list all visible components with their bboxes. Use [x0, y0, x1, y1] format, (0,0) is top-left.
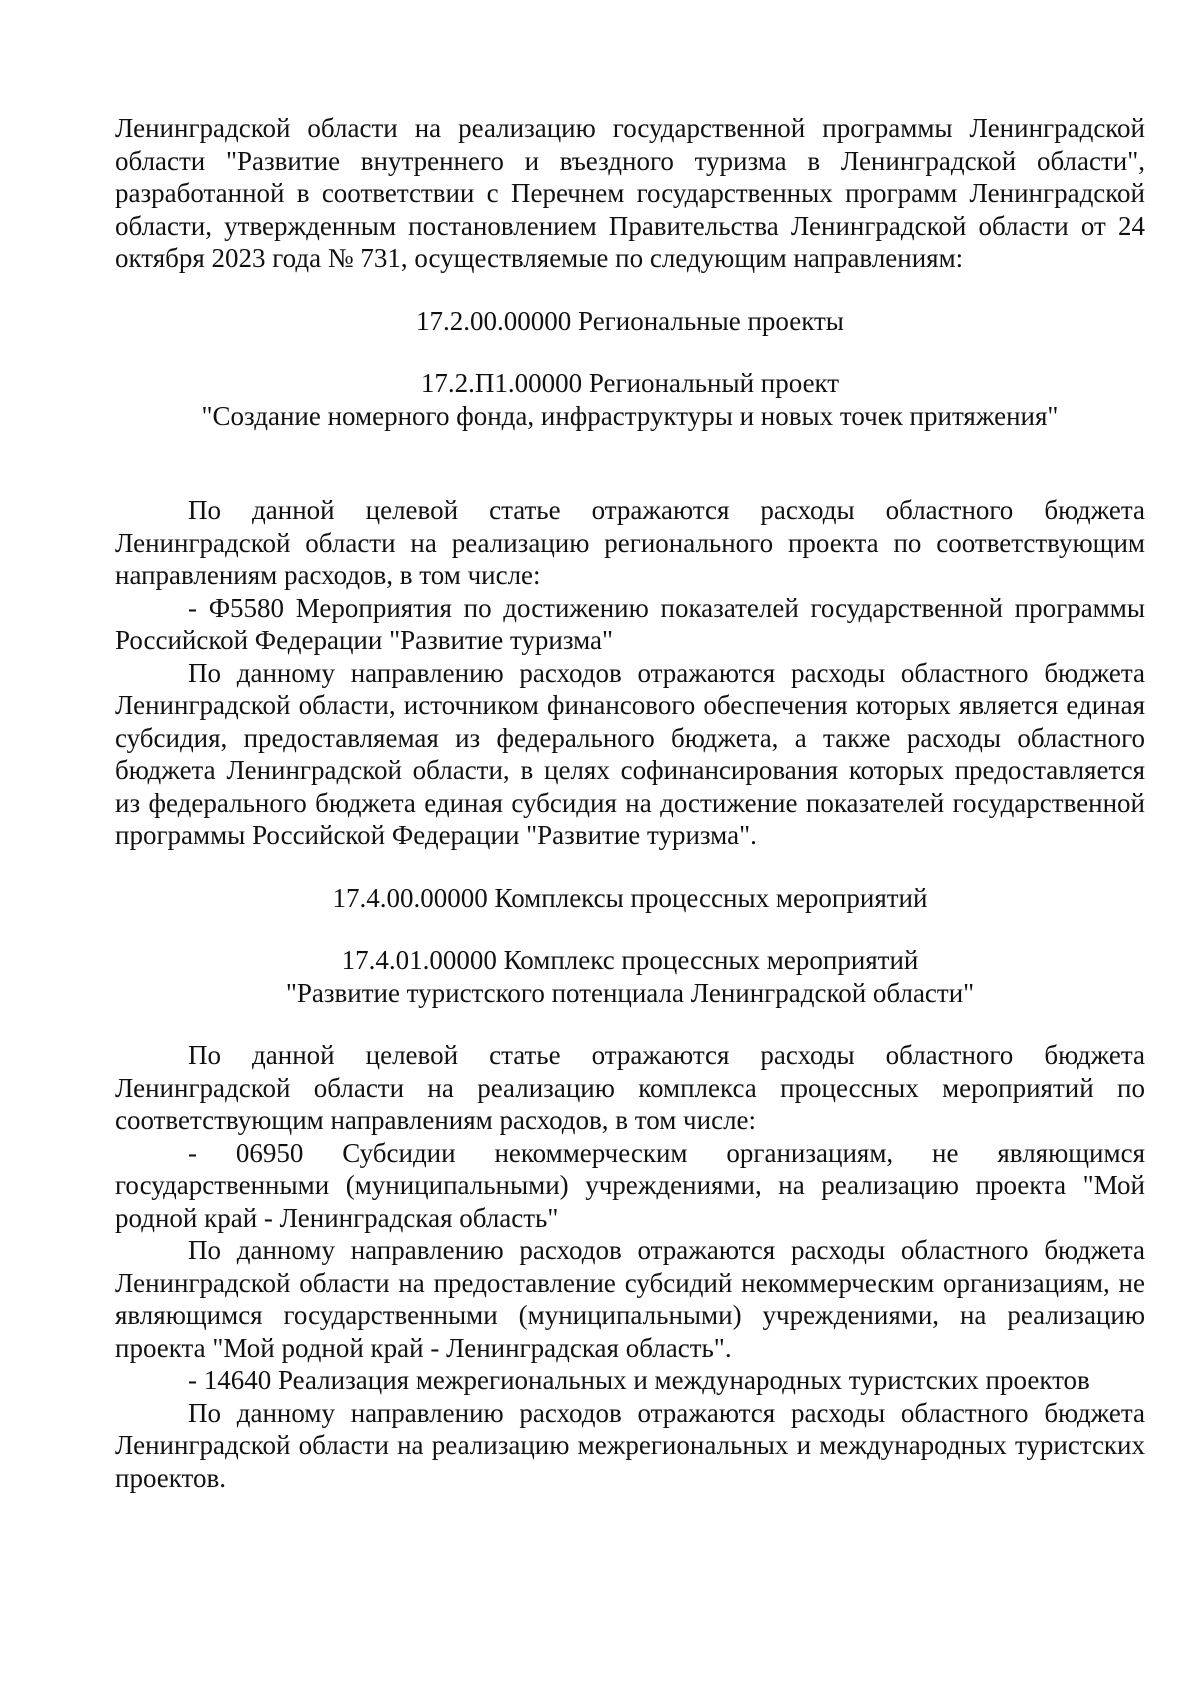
expense-item-06950-description: По данному направлению расходов отражаются расходы областного бюджета Ленинградской области на предоставление субсидий некоммерческим организациям, не являющимся государственными (муниципальными) учреждениями, на реализацию проекта "Мой родной край - Ленинградская область". [115, 1235, 1145, 1363]
expense-item-f5580-description: По данному направлению расходов отражаются расходы областного бюджета Ленинградской области, источником финансового обеспечения которых является единая субсидия, предоставляемая из федерального бюджета, а также расходы областного бюджета Ленинградской области, в целях софинансирования которых предоставляется из федерального бюджета единая субсидия на достижение показателей государственной программы Российской Федерации "Развитие туризма". [115, 657, 1145, 850]
regional-project-paragraph: По данной целевой статье отражаются расходы областного бюджета Ленинградской области на реализацию регионального проекта по соответствующим направлениям расходов, в том числе: [115, 495, 1145, 590]
regional-project-heading [115, 367, 1145, 432]
intro-paragraph: Ленинградской области на реализацию государственной программы Ленинградской области "Развитие внутреннего и въездного туризма в Ленинградской области", разработанной в соответствии с Перечнем государственных программ Ленинградской области, утвержденным постановлением Правительства Ленинградской области от 24 октября 2023 года № 731, осуществляемые по следующим направлениям: [115, 113, 1145, 273]
expense-item-14640-description: По данному направлению расходов отражаются расходы областного бюджета Ленинградской области на реализацию межрегиональных и международных туристских проектов. [115, 1397, 1145, 1493]
section-heading-process-complexes: 17.4.00.00000 Комплексы процессных мероприятий [332, 882, 928, 913]
process-complex-code: 17.4.01.00000 Комплекс процессных мероприятий [341, 945, 919, 975]
document-body [115, 112, 1145, 1494]
expense-item-f5580: - Ф5580 Мероприятия по достижению показателей государственной программы Российской Федерации "Развитие туризма" [115, 592, 1145, 655]
regional-project-name: "Создание номерного фонда, инфраструктуры и новых точек притяжения" [201, 400, 1059, 431]
process-complex-heading [115, 944, 1145, 1009]
regional-project-code: 17.2.П1.00000 Региональный проект [420, 368, 840, 398]
process-complex-name: "Развитие туристского потенциала Ленинградской области" [285, 977, 975, 1008]
process-complex-paragraph: По данной целевой статье отражаются расходы областного бюджета Ленинградской области на реализацию комплекса процессных мероприятий по соответствующим направлениям расходов, в том числе: [115, 1040, 1145, 1135]
section-heading-regional-projects: 17.2.00.00000 Региональные проекты [416, 305, 844, 336]
expense-item-14640: - 14640 Реализация межрегиональных и международных туристских проектов [188, 1365, 1090, 1395]
expense-item-06950: - 06950 Субсидии некоммерческим организациям, не являющимся государственными (муниципальными) учреждениями, на реализацию проекта "Мой родной край - Ленинградская область" [115, 1137, 1145, 1233]
